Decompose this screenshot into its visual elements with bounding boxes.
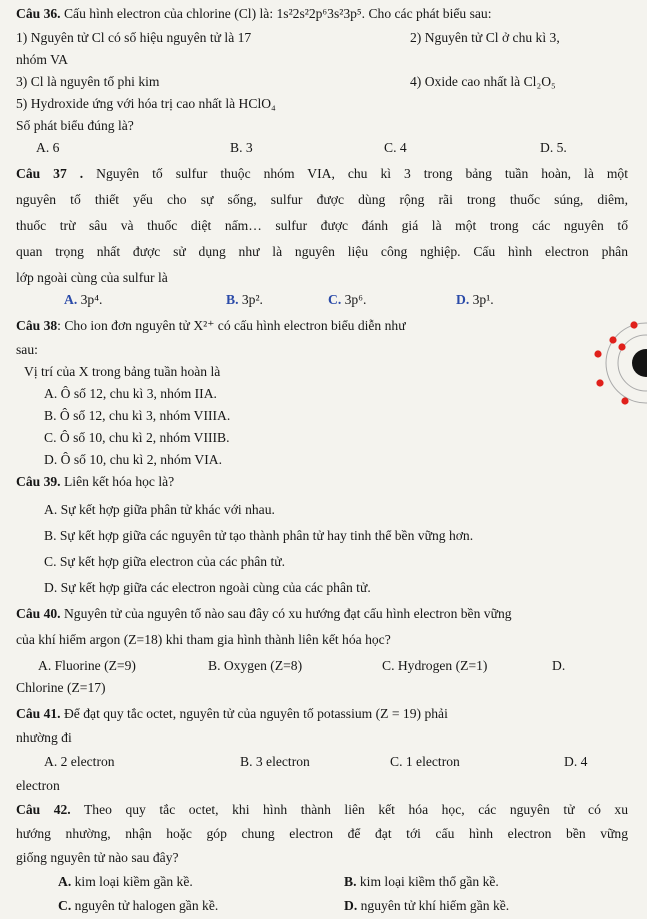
electron [621,397,628,404]
q39-stem: Câu 39. Liên kết hóa học là? [16,474,175,489]
q37-line-1: Câu 37 . Nguyên tố sulfur thuộc nhóm VIA, chu kì 3 trong bảng tuần hoàn, là một [16,166,628,181]
q37-option-b[interactable]: B. 3p². [226,292,263,307]
q42-line-3: giống nguyên tử nào sau đây? [16,850,179,865]
q42-line-2: hướng nhường, nhận hoặc góp chung electron để đạt tới cấu hình electron bền vững [16,826,628,841]
q39-number: Câu 39. [16,474,61,489]
q41-number: Câu 41. [16,706,61,721]
q40-line-1: Câu 40. Nguyên tử của nguyên tố nào sau đây có xu hướng đạt cấu hình electron bền vững [16,606,512,621]
q36-option-d[interactable]: D. 5. [540,140,567,155]
q40-option-a[interactable]: A. Fluorine (Z=9) [38,658,136,673]
q41-option-c[interactable]: C. 1 electron [390,754,460,769]
q36-statement-4: 4) Oxide cao nhất là Cl₂O₅ [410,74,556,89]
q42-line-1: Câu 42. Theo quy tắc octet, khi hình thành liên kết hóa học, các nguyên tử có xu [16,802,628,817]
q41-option-d[interactable]: D. 4 [564,754,588,769]
electron [609,336,616,343]
nucleus [632,349,647,377]
q40-line-2: của khí hiếm argon (Z=18) khi tham gia hình thành liên kết hóa học? [16,632,391,647]
q37-line-3: thuốc trừ sâu và thuốc diệt nấm… sulfur được đánh giá là một trong các nguyên tố [16,218,628,233]
q38-stem: Câu 38: Cho ion đơn nguyên tử X²⁺ có cấu hình electron biểu diễn như [16,318,406,333]
q37-line-2: nguyên tố thiết yếu cho sự sống, sulfur được dùng rộng rãi trong thuốc súng, diêm, [16,192,628,207]
q42-number: Câu 42. [16,802,71,817]
q37-number: Câu 37 . [16,166,84,181]
q37-line-4: quan trọng nhất được sử dụng như là nguyên liệu công nghiệp. Cấu hình electron phân [16,244,628,259]
q40-option-c[interactable]: C. Hydrogen (Z=1) [382,658,488,673]
q38-option-a[interactable]: A. Ô số 12, chu kì 3, nhóm IIA. [44,386,217,401]
q40-number: Câu 40. [16,606,61,621]
q37-option-c[interactable]: C. 3p⁶. [328,292,367,307]
q38-option-d[interactable]: D. Ô số 10, chu kì 2, nhóm VIA. [44,452,222,467]
q36-option-b[interactable]: B. 3 [230,140,253,155]
electron [594,350,601,357]
q42-option-b[interactable]: B. kim loại kiềm thổ gần kề. [344,874,499,889]
q38-number: Câu 38 [16,318,58,333]
q37-line-5: lớp ngoài cùng của sulfur là [16,270,168,285]
q40-option-b[interactable]: B. Oxygen (Z=8) [208,658,303,673]
q39-option-d[interactable]: D. Sự kết hợp giữa các electron ngoài cùng của các phân tử. [44,580,371,595]
electron [596,379,603,386]
q36-statement-5: 5) Hydroxide ứng với hóa trị cao nhất là HClO₄ [16,96,276,111]
q40-option-d-cont: Chlorine (Z=17) [16,680,106,695]
q41-option-b[interactable]: B. 3 electron [240,754,310,769]
q40-option-d[interactable]: D. [552,658,566,673]
q36-statement-1: 1) Nguyên tử Cl có số hiệu nguyên tử là 17 [16,30,252,45]
q36-stem-text: Cấu hình electron của chlorine (Cl) là: 1s²2s²2p⁶3s²3p⁵. Cho các phát biểu sau: [63,6,492,21]
q36-statement-3: 3) Cl là nguyên tố phi kim [16,74,160,89]
q38-stem-cont: sau: [16,342,38,357]
electron-configuration-diagram [584,313,647,415]
q36-question: Số phát biểu đúng là? [16,118,134,133]
q36-option-c[interactable]: C. 4 [384,140,407,155]
q38-option-c[interactable]: C. Ô số 10, chu kì 2, nhóm VIIIB. [44,430,230,445]
q36-option-a[interactable]: A. 6 [36,140,60,155]
q42-option-a[interactable]: A. kim loại kiềm gần kề. [58,874,193,889]
q41-stem: Câu 41. Để đạt quy tắc octet, nguyên tử của nguyên tố potassium (Z = 19) phải [16,706,448,721]
q37-option-d[interactable]: D. 3p¹. [456,292,494,307]
q39-option-a[interactable]: A. Sự kết hợp giữa phân tử khác với nhau. [44,502,275,517]
electron [630,321,637,328]
q36-statement-2-cont: nhóm VA [16,52,68,67]
q38-option-b[interactable]: B. Ô số 12, chu kì 3, nhóm VIIIA. [44,408,231,423]
q42-option-c[interactable]: C. nguyên tử halogen gần kề. [58,898,219,913]
q41-option-d-cont: electron [16,778,60,793]
q37-option-a[interactable]: A. 3p⁴. [64,292,103,307]
q41-stem-cont: nhường đi [16,730,72,745]
q39-option-c[interactable]: C. Sự kết hợp giữa electron của các phân tử. [44,554,286,569]
q38-question: Vị trí của X trong bảng tuần hoàn là [24,364,221,379]
q36-statement-2: 2) Nguyên tử Cl ở chu kì 3, [410,30,560,45]
q39-option-b[interactable]: B. Sự kết hợp giữa các nguyên tử tạo thành phân tử hay tinh thể bền vững hơn. [44,528,474,543]
electron [618,343,625,350]
q42-option-d[interactable]: D. nguyên tử khí hiếm gần kề. [344,898,510,913]
q41-option-a[interactable]: A. 2 electron [44,754,115,769]
q36-stem [16,6,492,22]
q36-number: Câu 36. [16,6,61,21]
